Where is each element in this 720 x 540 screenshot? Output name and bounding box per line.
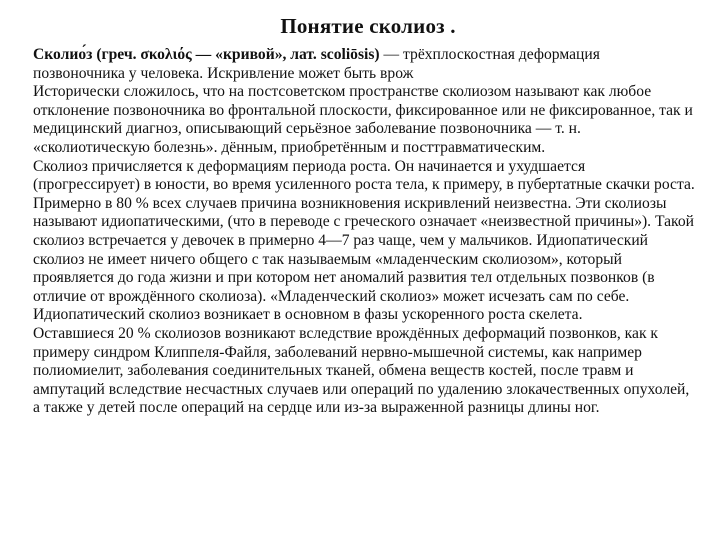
history-paragraph: Исторически сложилось, что на постсоветском пространстве сколиозом называют как любое отклонение позвоночника во фронтальной плоскости, фиксированное или не фиксированное, так и медицинский диагноз, описывающий серьёзное заболевание позвоночника — т. н. «сколиотическую болезнь». дённым, приобретённым и посттравматическим.: [33, 83, 693, 156]
slide-body: [33, 46, 695, 418]
etymology: (греч. σκολιός — «кривой», лат. scoliōsis): [92, 46, 380, 63]
intro-paragraph: [33, 46, 695, 83]
definition: — трёхплоскостная деформация позвоночника у человека. Искривление может быть врож: [33, 46, 600, 82]
causes-paragraph: Сколиоз причисляется к деформациям периода роста. Он начинается и ухудшается (прогрессирует) в юности, во время усиленного роста тела, к примеру, в пубертатные скачки роста. Примерно в 80 % всех случаев причина возникновения искривлений неизвестна. Эти сколиозы называют идиопатическими, (что в переводе с греческого означает «неизвестной причины»). Такой сколиоз встречается у девочек в примерно 4—7 раз чаще, чем у мальчиков. Идиопатический сколиоз не имеет ничего общего с так называемым «младенческим сколиозом», который проявляется до года жизни и при котором нет аномалий развития тел отдельных позвонков (в отличие от врождённого сколиоза). «Младенческий сколиоз» может исчезать сам по себе. Идиопатический сколиоз возникает в основном в фазы ускоренного роста скелета.: [33, 157, 695, 324]
slide-title: Понятие сколиоз .: [280, 14, 456, 38]
term: Сколио́з: [33, 46, 93, 63]
other-causes-paragraph: Оставшиеся 20 % сколиозов возникают вследствие врождённых деформаций позвонков, как к примеру синдром Клиппеля-Файля, заболеваний нервно-мышечной системы, как например полиомиелит, заболевания соединительных тканей, обмена веществ костей, после травм и ампутаций вследствие несчастных случаев или операций по удалению злокачественных опухолей, а также у детей после операций на сердце или из-за выраженной разницы длины ног.: [33, 324, 690, 417]
